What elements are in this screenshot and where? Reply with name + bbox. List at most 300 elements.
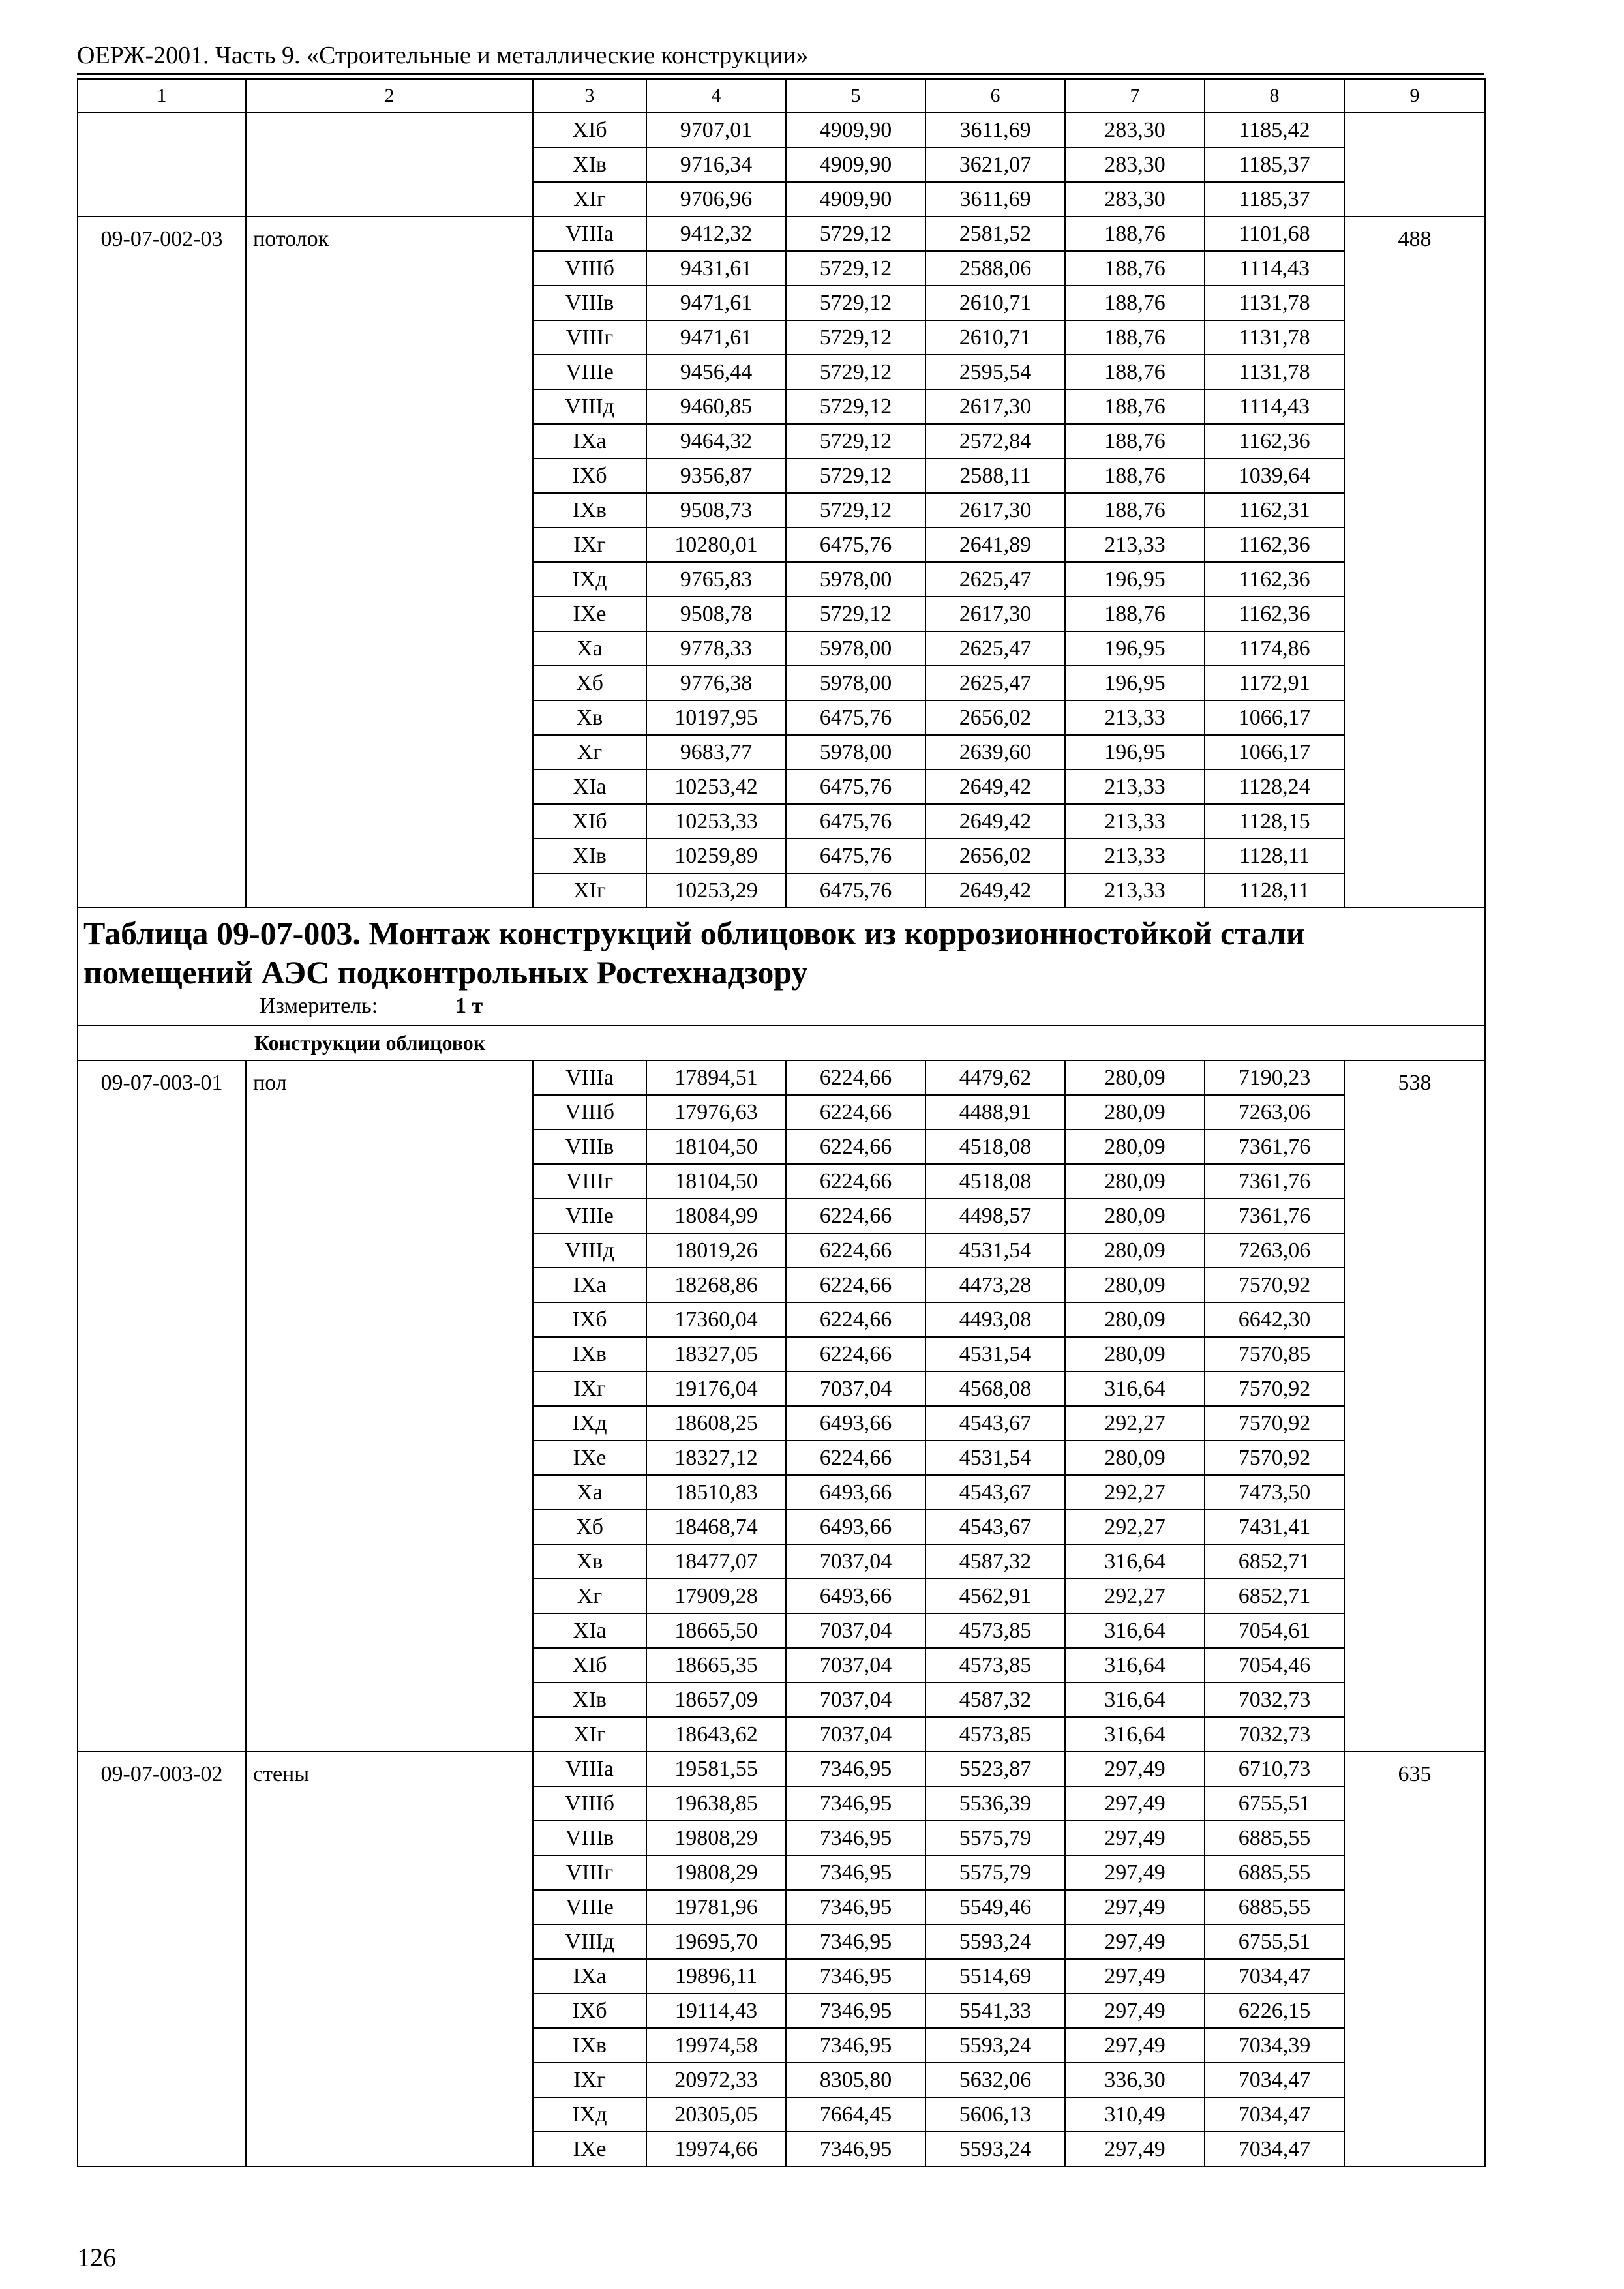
region-code: VIIIа	[533, 217, 646, 251]
machine-cost: 2617,30	[925, 597, 1065, 631]
region-code: VIIIб	[533, 251, 646, 286]
rate-code: 09-07-003-02	[78, 1752, 246, 2166]
column-number: 8	[1205, 79, 1344, 113]
column-number: 5	[786, 79, 925, 113]
region-code: XIб	[533, 804, 646, 839]
materials-cost: 6852,71	[1205, 1579, 1344, 1613]
materials-cost: 7570,92	[1205, 1441, 1344, 1475]
region-code: VIIIа	[533, 1060, 646, 1095]
region-code: XIв	[533, 1683, 646, 1717]
materials-cost: 1066,17	[1205, 735, 1344, 770]
region-code: Xб	[533, 1510, 646, 1544]
machine-cost: 4473,28	[925, 1268, 1065, 1302]
labor-cost: 5978,00	[786, 562, 925, 597]
total-cost: 17909,28	[646, 1579, 786, 1613]
region-code: VIIIв	[533, 1130, 646, 1164]
machine-cost: 2625,47	[925, 631, 1065, 666]
labor-cost: 6224,66	[786, 1095, 925, 1130]
labor-cost: 5729,12	[786, 251, 925, 286]
region-code: VIIIе	[533, 1199, 646, 1233]
machine-cost: 4568,08	[925, 1371, 1065, 1406]
column-number-row	[78, 79, 1485, 113]
labor-cost: 6475,76	[786, 873, 925, 908]
operator-wages: 297,49	[1065, 1924, 1205, 1959]
total-cost: 18510,83	[646, 1475, 786, 1510]
labor-cost: 6224,66	[786, 1060, 925, 1095]
materials-cost: 7032,73	[1205, 1683, 1344, 1717]
region-code: Xа	[533, 1475, 646, 1510]
machine-cost: 4562,91	[925, 1579, 1065, 1613]
total-cost: 18665,35	[646, 1648, 786, 1683]
total-cost: 9471,61	[646, 320, 786, 355]
materials-cost: 7570,92	[1205, 1268, 1344, 1302]
operator-wages: 213,33	[1065, 770, 1205, 804]
total-cost: 19695,70	[646, 1924, 786, 1959]
region-code: VIIIд	[533, 1924, 646, 1959]
machine-cost: 5536,39	[925, 1786, 1065, 1821]
table-row	[78, 113, 1485, 147]
total-cost: 9683,77	[646, 735, 786, 770]
operator-wages: 292,27	[1065, 1510, 1205, 1544]
labor-cost: 6475,76	[786, 839, 925, 873]
operator-wages: 188,76	[1065, 251, 1205, 286]
operator-wages: 188,76	[1065, 597, 1205, 631]
operator-wages: 316,64	[1065, 1544, 1205, 1579]
machine-cost: 4543,67	[925, 1510, 1065, 1544]
operator-wages: 280,09	[1065, 1441, 1205, 1475]
labor-cost: 6224,66	[786, 1199, 925, 1233]
table-row	[78, 1752, 1485, 1786]
column-number: 1	[78, 79, 246, 113]
total-cost: 9778,33	[646, 631, 786, 666]
operator-wages: 188,76	[1065, 458, 1205, 493]
labor-cost: 6224,66	[786, 1337, 925, 1371]
machine-cost: 4573,85	[925, 1717, 1065, 1752]
materials-cost: 1128,11	[1205, 839, 1344, 873]
operator-wages: 283,30	[1065, 113, 1205, 147]
total-cost: 19896,11	[646, 1959, 786, 1994]
machine-cost: 5575,79	[925, 1821, 1065, 1855]
region-code: XIв	[533, 839, 646, 873]
total-cost: 9776,38	[646, 666, 786, 700]
operator-wages: 280,09	[1065, 1268, 1205, 1302]
machine-cost: 4498,57	[925, 1199, 1065, 1233]
total-cost: 19974,66	[646, 2132, 786, 2166]
materials-cost: 7361,76	[1205, 1164, 1344, 1199]
region-code: VIIIв	[533, 286, 646, 320]
labor-cost: 5729,12	[786, 286, 925, 320]
column-number: 6	[925, 79, 1065, 113]
total-cost: 19638,85	[646, 1786, 786, 1821]
region-code: IXд	[533, 2097, 646, 2132]
materials-cost: 1039,64	[1205, 458, 1344, 493]
machine-cost: 2572,84	[925, 424, 1065, 458]
region-code: XIб	[533, 1648, 646, 1683]
machine-cost: 2581,52	[925, 217, 1065, 251]
machine-cost: 4518,08	[925, 1130, 1065, 1164]
total-cost: 17894,51	[646, 1060, 786, 1095]
total-cost: 9508,73	[646, 493, 786, 528]
materials-cost: 1114,43	[1205, 389, 1344, 424]
region-code: VIIIг	[533, 320, 646, 355]
column-number: 3	[533, 79, 646, 113]
labor-cost: 5729,12	[786, 217, 925, 251]
labor-cost: 5729,12	[786, 389, 925, 424]
machine-cost: 2588,06	[925, 251, 1065, 286]
materials-cost: 7570,92	[1205, 1406, 1344, 1441]
labor-cost: 6493,66	[786, 1406, 925, 1441]
materials-cost: 6885,55	[1205, 1855, 1344, 1890]
materials-cost: 1162,36	[1205, 597, 1344, 631]
region-code: VIIIб	[533, 1095, 646, 1130]
machine-cost: 4573,85	[925, 1613, 1065, 1648]
materials-cost: 1131,78	[1205, 320, 1344, 355]
total-cost: 18019,26	[646, 1233, 786, 1268]
total-cost: 10253,33	[646, 804, 786, 839]
total-cost: 9765,83	[646, 562, 786, 597]
materials-cost: 1162,36	[1205, 424, 1344, 458]
region-code: VIIIд	[533, 389, 646, 424]
table-caption-row	[78, 908, 1485, 1025]
labor-cost: 7037,04	[786, 1613, 925, 1648]
labor-cost: 4909,90	[786, 113, 925, 147]
total-cost: 20972,33	[646, 2063, 786, 2097]
operator-wages: 297,49	[1065, 1855, 1205, 1890]
labor-hours: 635	[1344, 1752, 1485, 2166]
operator-wages: 280,09	[1065, 1164, 1205, 1199]
labor-hours	[1344, 113, 1485, 217]
region-code: IXа	[533, 424, 646, 458]
operator-wages: 196,95	[1065, 735, 1205, 770]
total-cost: 9716,34	[646, 147, 786, 182]
machine-cost: 4493,08	[925, 1302, 1065, 1337]
machine-cost: 4543,67	[925, 1475, 1065, 1510]
region-code: VIIIа	[533, 1752, 646, 1786]
total-cost: 10259,89	[646, 839, 786, 873]
operator-wages: 297,49	[1065, 1786, 1205, 1821]
materials-cost: 7570,92	[1205, 1371, 1344, 1406]
region-code: IXа	[533, 1959, 646, 1994]
materials-cost: 1131,78	[1205, 286, 1344, 320]
materials-cost: 1185,37	[1205, 182, 1344, 217]
labor-cost: 7346,95	[786, 1994, 925, 2028]
machine-cost: 5593,24	[925, 2132, 1065, 2166]
labor-cost: 8305,80	[786, 2063, 925, 2097]
region-code: Xв	[533, 700, 646, 735]
labor-cost: 7346,95	[786, 1924, 925, 1959]
total-cost: 19974,58	[646, 2028, 786, 2063]
total-cost: 18477,07	[646, 1544, 786, 1579]
machine-cost: 2641,89	[925, 528, 1065, 562]
labor-cost: 6475,76	[786, 770, 925, 804]
machine-cost: 5523,87	[925, 1752, 1065, 1786]
table-caption	[78, 908, 1485, 1025]
operator-wages: 213,33	[1065, 873, 1205, 908]
materials-cost: 7190,23	[1205, 1060, 1344, 1095]
region-code: XIа	[533, 770, 646, 804]
total-cost: 10197,95	[646, 700, 786, 735]
operator-wages: 196,95	[1065, 666, 1205, 700]
total-cost: 19781,96	[646, 1890, 786, 1924]
materials-cost: 6885,55	[1205, 1890, 1344, 1924]
machine-cost: 4518,08	[925, 1164, 1065, 1199]
region-code: IXв	[533, 2028, 646, 2063]
unit-of-measure	[83, 992, 1479, 1021]
operator-wages: 196,95	[1065, 562, 1205, 597]
operator-wages: 188,76	[1065, 389, 1205, 424]
machine-cost: 2649,42	[925, 804, 1065, 839]
total-cost: 10253,29	[646, 873, 786, 908]
materials-cost: 7034,47	[1205, 2132, 1344, 2166]
operator-wages: 213,33	[1065, 700, 1205, 735]
operator-wages: 292,27	[1065, 1579, 1205, 1613]
machine-cost: 5606,13	[925, 2097, 1065, 2132]
unit-value: 1 т	[455, 994, 483, 1018]
total-cost: 20305,05	[646, 2097, 786, 2132]
total-cost: 18657,09	[646, 1683, 786, 1717]
labor-cost: 6493,66	[786, 1510, 925, 1544]
labor-cost: 6224,66	[786, 1130, 925, 1164]
machine-cost: 5541,33	[925, 1994, 1065, 2028]
operator-wages: 297,49	[1065, 2132, 1205, 2166]
machine-cost: 5632,06	[925, 2063, 1065, 2097]
labor-cost: 7037,04	[786, 1717, 925, 1752]
operator-wages: 297,49	[1065, 2028, 1205, 2063]
materials-cost: 1174,86	[1205, 631, 1344, 666]
machine-cost: 2649,42	[925, 770, 1065, 804]
materials-cost: 7263,06	[1205, 1233, 1344, 1268]
total-cost: 9471,61	[646, 286, 786, 320]
region-code: VIIIд	[533, 1233, 646, 1268]
region-code: IXе	[533, 2132, 646, 2166]
region-code: IXб	[533, 1302, 646, 1337]
region-code: Xг	[533, 1579, 646, 1613]
operator-wages: 280,09	[1065, 1095, 1205, 1130]
rates-table	[77, 78, 1486, 2167]
materials-cost: 6885,55	[1205, 1821, 1344, 1855]
operator-wages: 297,49	[1065, 1959, 1205, 1994]
region-code: Xб	[533, 666, 646, 700]
page-number: 126	[77, 2243, 116, 2272]
table-row	[78, 1060, 1485, 1095]
operator-wages: 213,33	[1065, 528, 1205, 562]
machine-cost: 3611,69	[925, 113, 1065, 147]
machine-cost: 2610,71	[925, 320, 1065, 355]
operator-wages: 292,27	[1065, 1475, 1205, 1510]
region-code: XIа	[533, 1613, 646, 1648]
labor-cost: 6224,66	[786, 1302, 925, 1337]
total-cost: 18104,50	[646, 1130, 786, 1164]
column-number: 2	[246, 79, 533, 113]
table-title: Таблица 09-07-003. Монтаж конструкций облицовок из коррозионностойкой стали помещений АЭС подконтрольных Ростехнадзору	[83, 915, 1305, 991]
region-code: IXб	[533, 458, 646, 493]
labor-cost: 6475,76	[786, 804, 925, 839]
total-cost: 10253,42	[646, 770, 786, 804]
region-code: VIIIе	[533, 355, 646, 389]
total-cost: 18327,05	[646, 1337, 786, 1371]
region-code: XIг	[533, 182, 646, 217]
operator-wages: 188,76	[1065, 424, 1205, 458]
labor-cost: 7346,95	[786, 2028, 925, 2063]
column-number: 4	[646, 79, 786, 113]
machine-cost: 2656,02	[925, 700, 1065, 735]
machine-cost: 2625,47	[925, 562, 1065, 597]
materials-cost: 1185,37	[1205, 147, 1344, 182]
labor-cost: 6475,76	[786, 528, 925, 562]
total-cost: 18268,86	[646, 1268, 786, 1302]
labor-cost: 6224,66	[786, 1441, 925, 1475]
machine-cost: 2625,47	[925, 666, 1065, 700]
materials-cost: 1128,24	[1205, 770, 1344, 804]
labor-hours: 538	[1344, 1060, 1485, 1752]
table-row	[78, 217, 1485, 251]
header-rule	[77, 73, 1484, 75]
region-code: Xг	[533, 735, 646, 770]
machine-cost: 4587,32	[925, 1544, 1065, 1579]
total-cost: 19581,55	[646, 1752, 786, 1786]
region-code: VIIIг	[533, 1164, 646, 1199]
labor-cost: 6224,66	[786, 1268, 925, 1302]
labor-cost: 6224,66	[786, 1233, 925, 1268]
work-name: стены	[246, 1752, 533, 2166]
operator-wages: 297,49	[1065, 1821, 1205, 1855]
machine-cost: 4531,54	[925, 1337, 1065, 1371]
labor-cost: 7037,04	[786, 1648, 925, 1683]
materials-cost: 1162,36	[1205, 562, 1344, 597]
labor-cost: 7346,95	[786, 2132, 925, 2166]
region-code: IXд	[533, 562, 646, 597]
labor-cost: 5729,12	[786, 493, 925, 528]
region-code: XIв	[533, 147, 646, 182]
materials-cost: 7054,46	[1205, 1648, 1344, 1683]
running-header: ОЕРЖ-2001. Часть 9. «Строительные и металлические конструкции»	[77, 42, 809, 69]
total-cost: 9412,32	[646, 217, 786, 251]
total-cost: 19114,43	[646, 1994, 786, 2028]
materials-cost: 1162,36	[1205, 528, 1344, 562]
total-cost: 9431,61	[646, 251, 786, 286]
materials-cost: 1101,68	[1205, 217, 1344, 251]
operator-wages: 188,76	[1065, 217, 1205, 251]
materials-cost: 7034,47	[1205, 2097, 1344, 2132]
region-code: IXг	[533, 2063, 646, 2097]
labor-cost: 6224,66	[786, 1164, 925, 1199]
materials-cost: 1128,11	[1205, 873, 1344, 908]
machine-cost: 4479,62	[925, 1060, 1065, 1095]
region-code: XIг	[533, 1717, 646, 1752]
materials-cost: 1162,31	[1205, 493, 1344, 528]
operator-wages: 188,76	[1065, 320, 1205, 355]
region-code: IXа	[533, 1268, 646, 1302]
materials-cost: 6642,30	[1205, 1302, 1344, 1337]
labor-cost: 5729,12	[786, 458, 925, 493]
total-cost: 18327,12	[646, 1441, 786, 1475]
labor-cost: 7346,95	[786, 1786, 925, 1821]
materials-cost: 7054,61	[1205, 1613, 1344, 1648]
materials-cost: 6755,51	[1205, 1924, 1344, 1959]
machine-cost: 2617,30	[925, 493, 1065, 528]
machine-cost: 2656,02	[925, 839, 1065, 873]
materials-cost: 7361,76	[1205, 1199, 1344, 1233]
machine-cost: 4573,85	[925, 1648, 1065, 1683]
operator-wages: 280,09	[1065, 1233, 1205, 1268]
machine-cost: 4531,54	[925, 1233, 1065, 1268]
machine-cost: 2639,60	[925, 735, 1065, 770]
operator-wages: 213,33	[1065, 839, 1205, 873]
labor-cost: 7037,04	[786, 1371, 925, 1406]
total-cost: 9706,96	[646, 182, 786, 217]
operator-wages: 196,95	[1065, 631, 1205, 666]
materials-cost: 7034,39	[1205, 2028, 1344, 2063]
total-cost: 9464,32	[646, 424, 786, 458]
total-cost: 18665,50	[646, 1613, 786, 1648]
work-name: потолок	[246, 217, 533, 908]
labor-cost: 4909,90	[786, 182, 925, 217]
materials-cost: 7473,50	[1205, 1475, 1344, 1510]
region-code: IXб	[533, 1994, 646, 2028]
region-code: Xа	[533, 631, 646, 666]
operator-wages: 280,09	[1065, 1199, 1205, 1233]
section-row	[78, 1025, 1485, 1060]
operator-wages: 213,33	[1065, 804, 1205, 839]
labor-cost: 5978,00	[786, 666, 925, 700]
region-code: IXе	[533, 1441, 646, 1475]
rate-code: 09-07-003-01	[78, 1060, 246, 1752]
materials-cost: 6852,71	[1205, 1544, 1344, 1579]
labor-cost: 5729,12	[786, 597, 925, 631]
operator-wages: 297,49	[1065, 1752, 1205, 1786]
table-body	[78, 79, 1485, 2166]
materials-cost: 7570,85	[1205, 1337, 1344, 1371]
region-code: VIIIе	[533, 1890, 646, 1924]
total-cost: 18643,62	[646, 1717, 786, 1752]
operator-wages: 280,09	[1065, 1337, 1205, 1371]
total-cost: 18104,50	[646, 1164, 786, 1199]
region-code: IXг	[533, 528, 646, 562]
region-code: IXе	[533, 597, 646, 631]
operator-wages: 316,64	[1065, 1648, 1205, 1683]
machine-cost: 5514,69	[925, 1959, 1065, 1994]
total-cost: 9456,44	[646, 355, 786, 389]
total-cost: 17976,63	[646, 1095, 786, 1130]
operator-wages: 283,30	[1065, 182, 1205, 217]
labor-cost: 7037,04	[786, 1544, 925, 1579]
materials-cost: 7032,73	[1205, 1717, 1344, 1752]
machine-cost: 2617,30	[925, 389, 1065, 424]
machine-cost: 2649,42	[925, 873, 1065, 908]
machine-cost: 3621,07	[925, 147, 1065, 182]
labor-cost: 7346,95	[786, 1752, 925, 1786]
labor-cost: 6493,66	[786, 1579, 925, 1613]
labor-cost: 5729,12	[786, 355, 925, 389]
machine-cost: 5575,79	[925, 1855, 1065, 1890]
region-code: IXв	[533, 1337, 646, 1371]
operator-wages: 283,30	[1065, 147, 1205, 182]
materials-cost: 6226,15	[1205, 1994, 1344, 2028]
operator-wages: 316,64	[1065, 1613, 1205, 1648]
labor-cost: 7346,95	[786, 1821, 925, 1855]
total-cost: 9356,87	[646, 458, 786, 493]
labor-cost: 7346,95	[786, 1855, 925, 1890]
materials-cost: 1131,78	[1205, 355, 1344, 389]
operator-wages: 292,27	[1065, 1406, 1205, 1441]
region-code: VIIIг	[533, 1855, 646, 1890]
operator-wages: 188,76	[1065, 286, 1205, 320]
machine-cost: 5593,24	[925, 2028, 1065, 2063]
total-cost: 18084,99	[646, 1199, 786, 1233]
labor-cost: 7664,45	[786, 2097, 925, 2132]
region-code: IXд	[533, 1406, 646, 1441]
machine-cost: 4531,54	[925, 1441, 1065, 1475]
